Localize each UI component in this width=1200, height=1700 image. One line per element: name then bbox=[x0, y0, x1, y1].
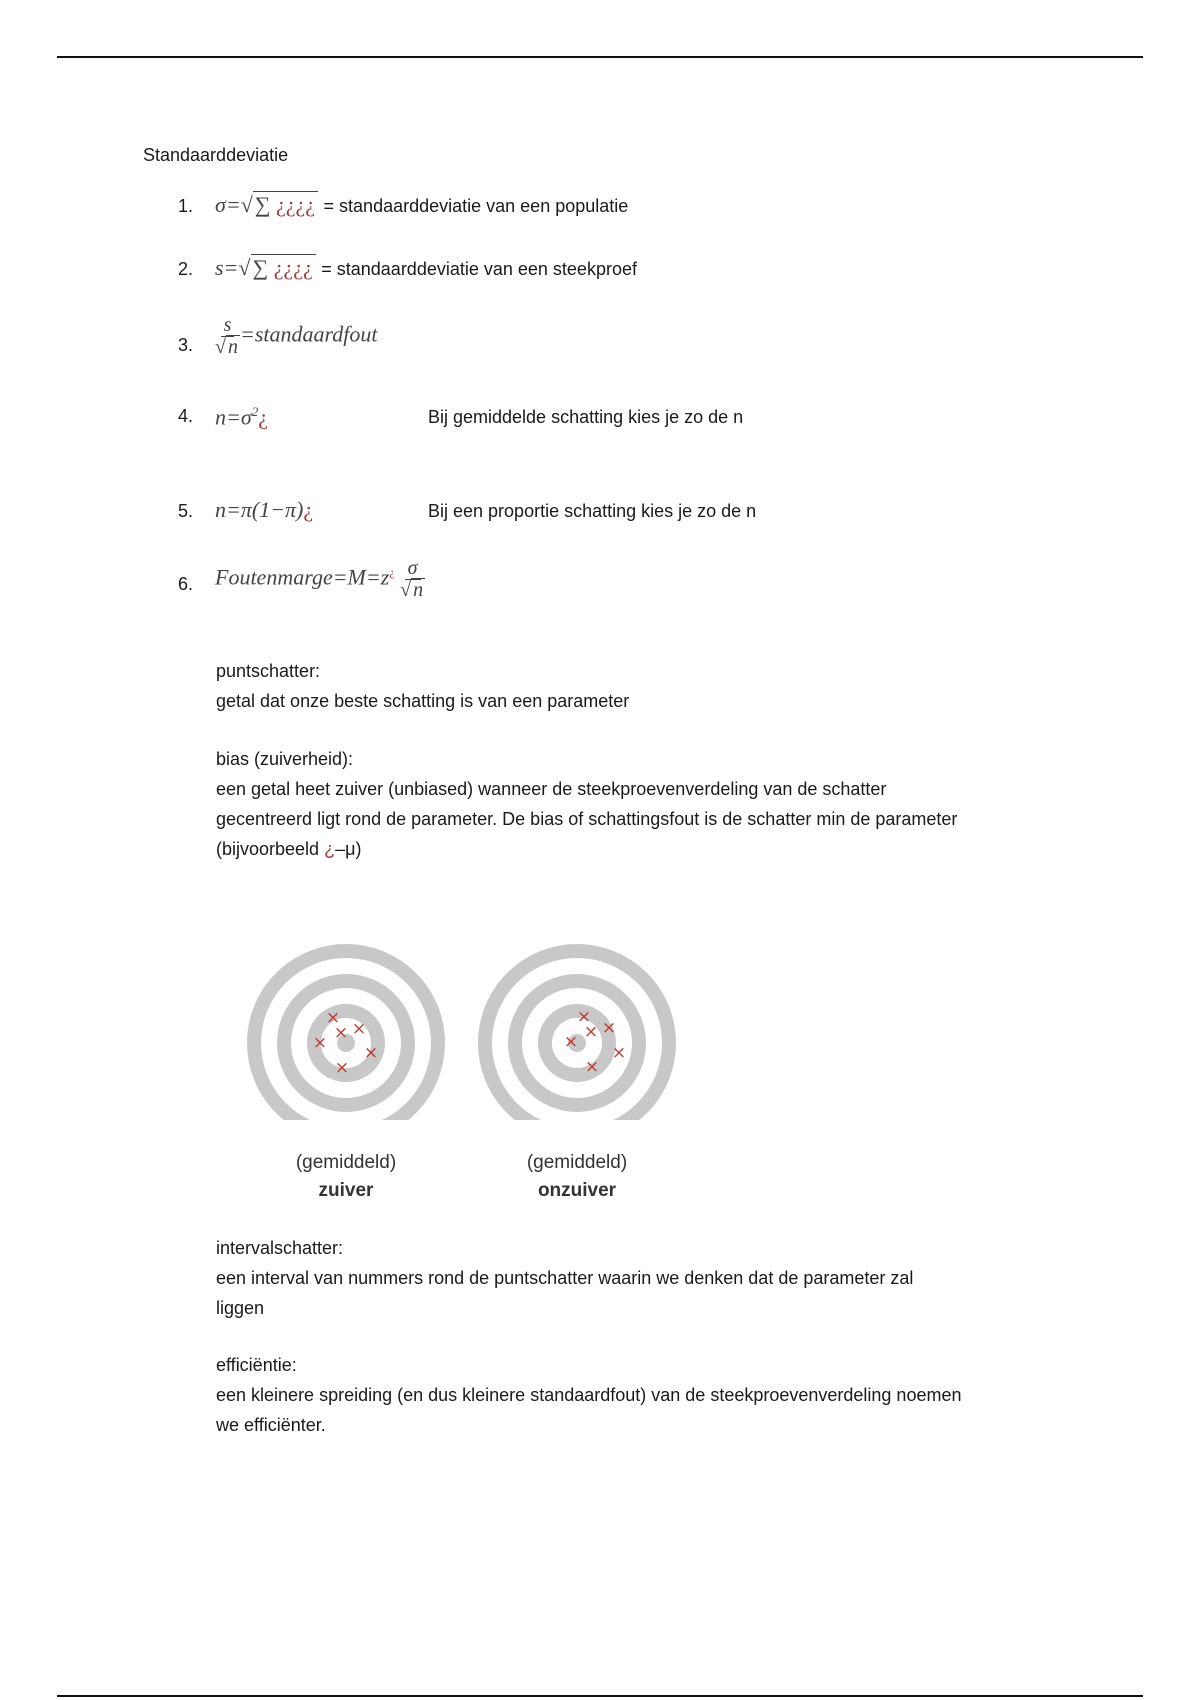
definition-text-line: een kleinere spreiding (en dus kleinere standaardfout) van de steekproevenverdeling noemen bbox=[216, 1385, 962, 1405]
render-glitch: ¿ bbox=[389, 565, 395, 580]
estimate-mark-biased: × bbox=[601, 1018, 617, 1038]
estimate-mark-unbiased: × bbox=[325, 1008, 341, 1028]
formula-item-5 bbox=[0, 497, 1200, 557]
formula-note: Bij gemiddelde schatting kies je zo de n bbox=[428, 407, 744, 427]
definition-term: intervalschatter: bbox=[216, 1238, 344, 1258]
formula-description: = standaarddeviatie van een populatie bbox=[323, 196, 629, 216]
definition-term: efficiëntie: bbox=[216, 1355, 297, 1375]
formula-lhs: n=π(1−π) bbox=[215, 497, 304, 522]
definition-puntschatter bbox=[216, 656, 1096, 716]
formula-note: Bij een proportie schatting kies je zo de n bbox=[428, 501, 757, 521]
formula-expression bbox=[215, 497, 313, 523]
definition-text-line: een getal heet zuiver (unbiased) wanneer de steekproevenverdeling van de schatter bbox=[216, 779, 887, 799]
target-diagram bbox=[240, 940, 700, 1120]
formula-item-3 bbox=[0, 315, 1200, 375]
estimate-mark-biased: × bbox=[611, 1043, 627, 1063]
definition-efficientie bbox=[216, 1350, 1096, 1440]
definition-text-line: een interval van nummers rond de puntschatter waarin we denken dat de parameter zal bbox=[216, 1268, 914, 1288]
render-glitch: ¿¿¿¿ bbox=[273, 255, 313, 280]
formula-description: = standaarddeviatie van een steekproef bbox=[321, 259, 637, 279]
render-glitch: ¿¿¿¿ bbox=[275, 192, 316, 217]
square-root: √∑ ¿¿¿¿ bbox=[241, 192, 318, 218]
render-glitch: ¿ bbox=[324, 839, 336, 859]
definition-text-line: gecentreerd ligt rond de parameter. De bias of schattingsfout is de schatter min de parameter bbox=[216, 809, 958, 829]
bottom-rule bbox=[57, 1695, 1143, 1697]
sum-symbol: ∑ bbox=[254, 192, 271, 217]
definition-intervalschatter bbox=[216, 1233, 1096, 1323]
render-glitch: ¿ bbox=[303, 497, 314, 522]
definition-term: bias (zuiverheid): bbox=[216, 749, 354, 769]
formula-lhs: Foutenmarge=M=z bbox=[215, 564, 390, 590]
definition-text-line: we efficiënter. bbox=[216, 1415, 326, 1435]
formula-number: 1. bbox=[178, 196, 194, 216]
formula-expression bbox=[215, 255, 637, 281]
formula-item-6 bbox=[0, 558, 1200, 618]
formula-number: 6. bbox=[178, 574, 194, 594]
formula-number: 2. bbox=[178, 259, 194, 279]
estimate-mark-biased: × bbox=[563, 1032, 579, 1052]
formula-expression bbox=[215, 558, 425, 601]
target-figure bbox=[240, 940, 700, 1220]
formula-number: 3. bbox=[178, 335, 194, 355]
caption-left-line1: (gemiddeld) bbox=[295, 1152, 397, 1173]
formula-lhs: n=σ bbox=[215, 404, 252, 430]
formula-number: 5. bbox=[178, 501, 194, 521]
estimate-mark-biased: × bbox=[583, 1022, 599, 1042]
caption-right-line1: (gemiddeld) bbox=[526, 1152, 628, 1173]
fraction-numerator: σ bbox=[405, 558, 421, 580]
fraction: $\frac{\sigma}{√ n}$ bbox=[400, 557, 424, 601]
estimate-mark-unbiased: × bbox=[312, 1033, 328, 1053]
definition-bias bbox=[216, 744, 1096, 864]
formula-item-2 bbox=[0, 253, 1200, 313]
exponent: 2 bbox=[251, 404, 259, 419]
section-heading: Standaarddeviatie bbox=[143, 145, 289, 165]
definition-text-line: (bijvoorbeeld ¿–μ) bbox=[216, 839, 362, 859]
definition-term: puntschatter: bbox=[216, 661, 321, 681]
caption-left-line2: zuiver bbox=[318, 1180, 374, 1201]
estimate-mark-biased: × bbox=[576, 1007, 592, 1027]
formula-lhs: σ= bbox=[215, 192, 241, 217]
formula-rhs: =standaardfout bbox=[239, 321, 378, 347]
formula-item-1 bbox=[0, 190, 1200, 250]
sum-symbol: ∑ bbox=[252, 255, 269, 280]
estimate-mark-unbiased: × bbox=[333, 1023, 349, 1043]
definition-text: getal dat onze beste schatting is van een parameter bbox=[216, 691, 630, 711]
estimate-mark-unbiased: × bbox=[363, 1043, 379, 1063]
square-root: √∑ ¿¿¿¿ bbox=[238, 255, 315, 281]
definition-text-line: liggen bbox=[216, 1298, 265, 1318]
top-rule bbox=[57, 56, 1143, 58]
formula-expression bbox=[215, 192, 628, 218]
fraction-denominator: n bbox=[227, 336, 238, 358]
formula-expression bbox=[215, 404, 268, 430]
formula-item-4 bbox=[0, 402, 1200, 462]
caption-right-line2: onzuiver bbox=[537, 1180, 617, 1201]
estimate-mark-unbiased: × bbox=[334, 1058, 350, 1078]
fraction-denominator: n bbox=[413, 579, 424, 601]
fraction: $\frac{s}{√ n}$ bbox=[215, 314, 238, 358]
formula-number: 4. bbox=[178, 406, 194, 426]
estimate-mark-biased: × bbox=[584, 1057, 600, 1077]
render-glitch: ¿ bbox=[258, 404, 268, 430]
estimate-mark-unbiased: × bbox=[351, 1019, 367, 1039]
fraction-numerator: s bbox=[221, 315, 235, 337]
formula-expression bbox=[215, 315, 377, 358]
formula-lhs: s= bbox=[215, 255, 239, 280]
